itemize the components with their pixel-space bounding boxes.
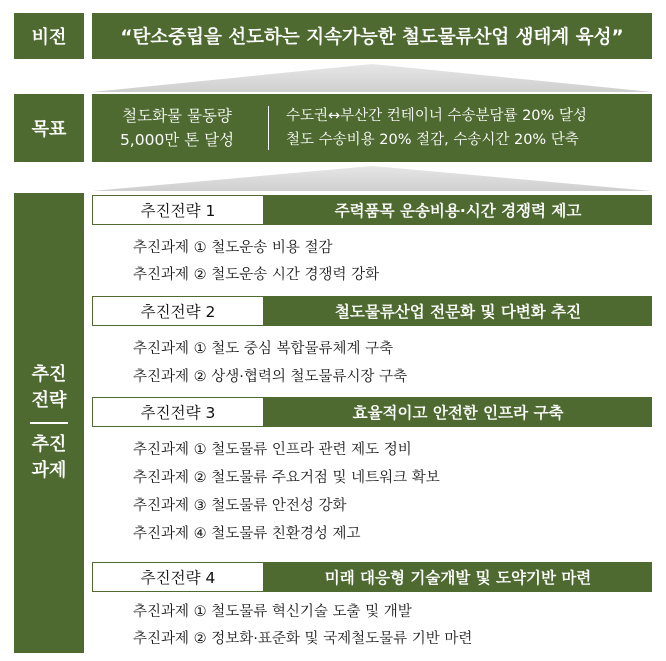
vision-statement [92,13,652,59]
task-item: 추진과제 ② 상생·협력의 철도물류시장 구축 [133,369,408,385]
funnel-connector-goal-strategy [92,164,652,191]
goal-detail-line2: 철도 수송비용 20% 절감, 수송시간 20% 단축 [286,132,579,148]
strategy-4-bar [92,562,652,592]
goal-main-line2: 5,000만 톤 달성 [119,131,235,149]
strategy-2-bar [92,296,652,326]
goal-label [14,94,84,162]
goal-divider [268,106,269,150]
strategy-1-bar [92,195,652,225]
strategy-2-title: 철도물류산업 전문화 및 다변화 추진 [334,303,582,321]
goal-label-text: 목표 [31,119,67,140]
task-item: 추진과제 ② 철도물류 주요거점 및 네트워크 확보 [133,470,440,486]
task-item: 추진과제 ③ 철도물류 안전성 강화 [133,498,347,514]
task-item: 추진과제 ① 철도운송 비용 절감 [133,240,333,256]
vision-label [14,13,84,59]
strategy-label-line4: 과제 [31,460,67,481]
strategy-4-title: 미래 대응형 기술개발 및 도약기반 마련 [324,569,592,587]
strategy-3-bar [92,397,652,427]
goal-detail-line1: 수도권↔부산간 컨테이너 수송분담률 20% 달성 [286,108,587,124]
strategy-task-label [14,193,84,653]
strategy-4-name: 추진전략 4 [92,562,264,592]
task-item: 추진과제 ① 철도물류 혁신기술 도출 및 개발 [133,604,412,620]
goal-detail [286,94,646,162]
strategy-2-name: 추진전략 2 [92,296,264,326]
funnel-connector-vision-goal [92,61,652,92]
strategy-1-title: 주력품목 운송비용·시간 경쟁력 제고 [334,202,582,220]
strategy-label-divider [30,422,68,424]
task-item: 추진과제 ① 철도 중심 복합물류체계 구축 [133,341,394,357]
strategy-label-line1: 추진 [31,364,67,385]
strategy-label-line3: 추진 [31,434,67,455]
goal-main-line1: 철도화물 물동량 [122,107,232,125]
goal-main [92,94,262,162]
strategy-3-title: 효율적이고 안전한 인프라 구축 [352,404,564,422]
vision-text: “탄소중립을 선도하는 지속가능한 철도물류산업 생태계 육성” [120,27,624,48]
strategy-3-name: 추진전략 3 [92,397,264,427]
task-item: 추진과제 ② 정보화·표준화 및 국제철도물류 기반 마련 [133,631,473,647]
goal-box [92,94,652,162]
strategy-label-line2: 전략 [31,390,67,411]
task-item: 추진과제 ④ 철도물류 친환경성 제고 [133,526,361,542]
strategy-1-name: 추진전략 1 [92,195,264,225]
vision-label-text: 비전 [31,27,67,48]
task-item: 추진과제 ② 철도운송 시간 경쟁력 강화 [133,267,380,283]
task-item: 추진과제 ① 철도물류 인프라 관련 제도 정비 [133,442,412,458]
